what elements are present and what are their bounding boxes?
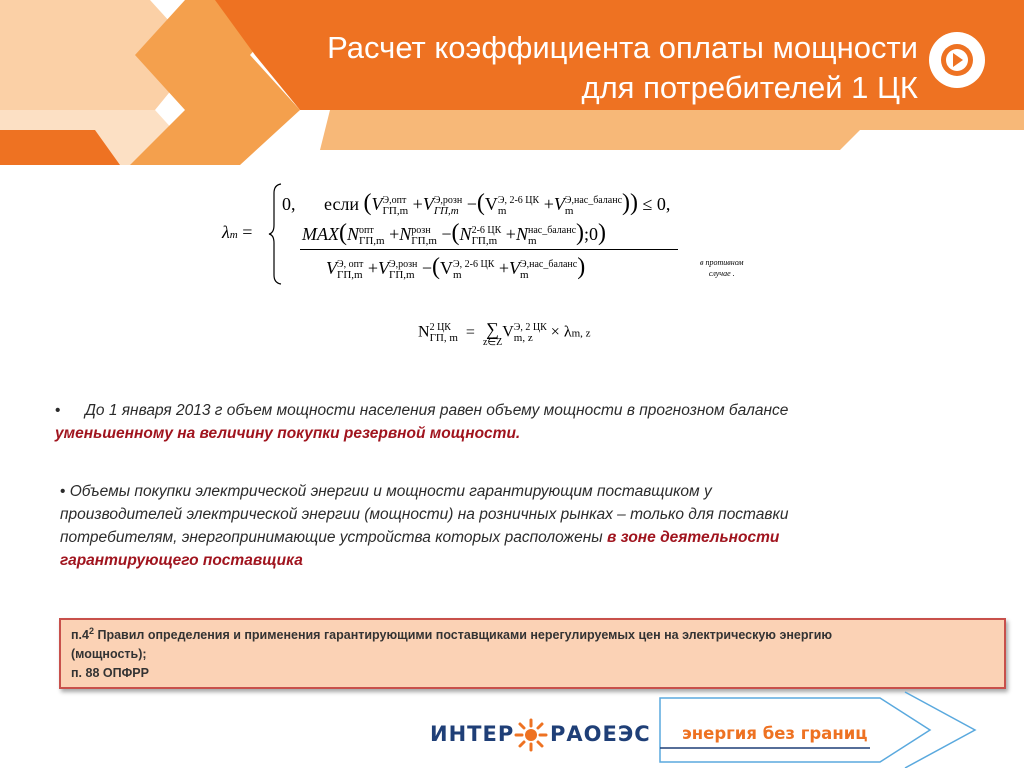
bullet-2-marker: •	[60, 483, 66, 500]
f2-v-sub: m, z	[513, 332, 533, 344]
row2-n1-sup: опт	[359, 224, 374, 236]
row3-v1-sup: Э, опт	[337, 258, 364, 270]
row2-n4: N	[515, 224, 528, 244]
row1-v4-sub: m	[564, 204, 574, 217]
row3-v2: V	[377, 258, 389, 278]
row3-v3-sub: m	[453, 268, 462, 281]
row1-v1: V	[371, 194, 383, 214]
row2-n1-sub: ГП,m	[359, 234, 385, 247]
row3-v4: V	[509, 258, 521, 278]
lambda-symbol: λ	[222, 222, 230, 242]
note-sup: 2	[88, 625, 94, 636]
f2-eq: =	[465, 323, 475, 341]
f2-lambda-sub: m, z	[571, 327, 591, 340]
row3-v1: V	[326, 258, 337, 278]
row3-v4-sub: m	[520, 268, 529, 281]
f2-v: V	[502, 323, 514, 341]
row3-minus: −	[421, 258, 433, 278]
row3-v3: V	[440, 258, 454, 278]
note-line-1: Правил определения и применения гарантирующими поставщиками нерегулируемых цен на электрическую энергию	[94, 628, 833, 642]
equals-sign: =	[242, 222, 253, 242]
bullet-2-line-2: производителей электрической энергии (мощности) на розничных рынках – только для поставки	[60, 506, 789, 523]
row1-v3: V	[484, 194, 498, 214]
note-line-2: (мощность);	[71, 647, 147, 661]
row3-v2-sub: ГП,m	[388, 268, 415, 281]
row3-plus-2: +	[498, 258, 510, 278]
row1-plus-1: +	[412, 194, 423, 214]
otherwise-line-1: в противном	[700, 258, 744, 267]
bullet-1	[55, 399, 955, 445]
max-word: MAX	[302, 224, 339, 244]
bullet-2-line-3: потребителям, энергопринимающие устройства которых расположены	[60, 529, 607, 546]
left-brace	[268, 183, 282, 285]
row1-v4-sup: Э,нас_баланс	[564, 194, 623, 206]
page-title-line-1: Расчет коэффициента оплаты мощности	[327, 30, 918, 65]
note-prefix: п.4	[71, 628, 89, 642]
f2-lambda: λ	[563, 323, 572, 341]
row1-v3-sub: m	[497, 204, 507, 217]
note-line-3: п. 88 ОПФРР	[71, 666, 149, 680]
reference-note-box	[59, 618, 1006, 689]
f2-n-sub: ГП, m	[429, 332, 458, 344]
logo-sun-icon	[514, 718, 548, 752]
bullet-1-text: До 1 января 2013 г объем мощности населения равен объему мощности в прогнозном балансе	[85, 402, 789, 419]
bullet-1-marker: •	[55, 402, 61, 419]
slogan: энергия без границ	[682, 724, 868, 743]
f2-n-sup: 2 ЦК	[429, 322, 451, 333]
row1-v2-sub: ГП,m	[433, 204, 459, 217]
f2-sum-sub: z∈Z	[482, 337, 503, 348]
row2-n3-sub: ГП,m	[471, 234, 498, 247]
row2-tail: ;0	[584, 224, 599, 244]
play-button[interactable]	[929, 32, 985, 88]
row2-plus-1: +	[389, 224, 400, 244]
row1-leq-zero: ≤ 0,	[642, 194, 671, 214]
formula-row-3: V Э, опт ГП,m +V Э,розн ГП,m −(V Э, 2-6 ЦК m +V Э,нас_баланс m )	[326, 254, 586, 281]
row1-v4: V	[553, 194, 565, 214]
row1-zero: 0,	[282, 194, 296, 214]
row1-v2-sup: Э,розн	[433, 194, 463, 206]
formula-row-1: 0, если (V Э,опт ГП,m +V Э,розн ГП,m −(V Э, 2-6 ЦК m +V Э,нас_баланс m )) ≤ 0,	[282, 190, 671, 217]
row2-n4-sup: нас_баланс	[527, 224, 577, 236]
bullet-2-line-4-highlight: гарантирующего поставщика	[60, 552, 303, 569]
f2-sum: ∑	[486, 319, 499, 339]
row1-v1-sub: ГП,m	[382, 204, 409, 217]
f2-times: ×	[550, 323, 560, 341]
row2-n3-sup: 2-6 ЦК	[471, 224, 502, 236]
row2-n4-sub: m	[527, 234, 537, 247]
logo-text-inter: ИНТЕР	[430, 722, 515, 746]
bullet-2-line-1: Объемы покупки электрической энергии и мощности гарантирующим поставщиком у	[69, 483, 712, 500]
formula-row-2: MAX(N опт ГП,m +N розн ГП,m −(N 2-6 ЦК ГП,m +N нас_баланс m );0)	[302, 220, 607, 247]
row2-n2-sup: розн	[411, 224, 431, 236]
logo-text-raoees: РАОЕЭС	[550, 722, 651, 746]
bullet-2-line-3-highlight: в зоне деятельности	[606, 529, 780, 546]
row1-v2: V	[422, 194, 434, 214]
row1-minus: −	[466, 194, 477, 214]
page-title-line-2: для потребителей 1 ЦК	[581, 70, 918, 105]
row3-v4-sup: Э,нас_баланс	[520, 258, 578, 270]
formula-n2ck	[418, 319, 591, 350]
bullet-2	[60, 480, 960, 572]
row3-v3-sup: Э, 2-6 ЦК	[453, 258, 495, 270]
row1-v3-sup: Э, 2-6 ЦК	[497, 194, 540, 206]
row3-plus-1: +	[367, 258, 378, 278]
row1-plus-2: +	[543, 194, 554, 214]
row2-minus: −	[441, 224, 452, 244]
play-icon	[929, 32, 985, 88]
lambda-subscript: m	[229, 229, 238, 241]
f2-n: N	[418, 323, 430, 341]
row3-v2-sup: Э,розн	[388, 258, 418, 270]
row1-v1-sup: Э,опт	[382, 194, 407, 206]
f2-v-sup: Э, 2 ЦК	[513, 322, 547, 333]
otherwise-note	[700, 257, 744, 279]
fraction-bar	[300, 249, 678, 250]
row1-if-word: если	[324, 194, 360, 214]
row2-n3: N	[459, 224, 472, 244]
bullet-1-highlight: уменьшенному на величину покупки резервной мощности.	[55, 425, 521, 442]
row2-n1: N	[346, 224, 359, 244]
row3-v1-sub: ГП,m	[337, 268, 363, 281]
row2-n2-sub: ГП,m	[411, 234, 437, 247]
otherwise-line-2: случае .	[708, 269, 735, 278]
row2-n2: N	[399, 224, 412, 244]
row2-plus-2: +	[505, 224, 516, 244]
formula-lhs	[222, 222, 252, 243]
